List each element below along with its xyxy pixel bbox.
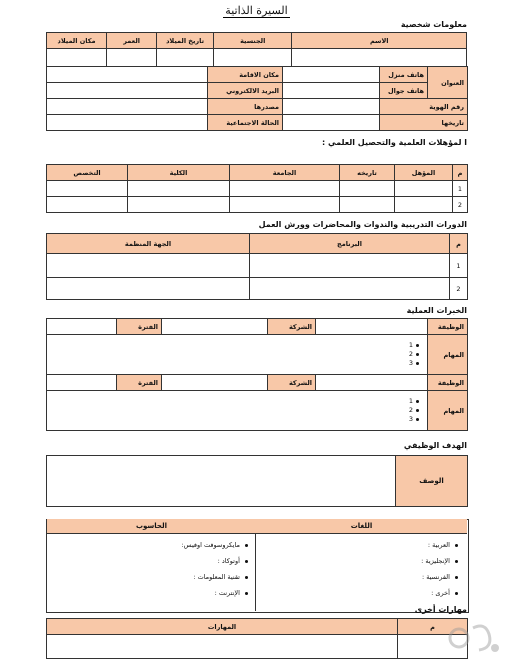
id-date-field[interactable] bbox=[283, 115, 380, 131]
period-field[interactable] bbox=[47, 319, 117, 335]
computer-label: الإنترنت : bbox=[214, 589, 240, 597]
skills-table bbox=[46, 618, 468, 659]
computer-item bbox=[71, 553, 251, 569]
edu-major-header: التخصص bbox=[47, 165, 128, 181]
company-field[interactable] bbox=[162, 319, 268, 335]
edu-qualification-header: المؤهل bbox=[395, 165, 453, 181]
period-label: الفترة bbox=[117, 375, 162, 391]
marital-field[interactable] bbox=[47, 115, 208, 131]
skills-cell[interactable] bbox=[47, 635, 398, 659]
nationality-header: الجنسية bbox=[213, 33, 292, 49]
computer-label: تقنية المعلومات : bbox=[193, 573, 240, 581]
bullet-icon bbox=[245, 592, 248, 595]
watermark-logo bbox=[445, 618, 505, 658]
tasks-label: المهام bbox=[428, 335, 468, 375]
tasks-field[interactable] bbox=[47, 391, 428, 431]
edu-cell[interactable] bbox=[230, 181, 340, 197]
edu-row-number: 2 bbox=[453, 197, 468, 213]
marital-label: الحالة الاجتماعية bbox=[208, 115, 283, 131]
edu-date-header: تاريخه bbox=[340, 165, 395, 181]
edu-cell[interactable] bbox=[47, 197, 128, 213]
language-label: الإنجليزية : bbox=[421, 557, 450, 565]
tasks-field[interactable] bbox=[47, 335, 428, 375]
bullet-icon bbox=[245, 544, 248, 547]
course-cell[interactable] bbox=[250, 254, 450, 278]
edu-cell[interactable] bbox=[128, 181, 230, 197]
organizer-header: الجهة المنظمة bbox=[47, 234, 250, 254]
program-header: البرنامج bbox=[250, 234, 450, 254]
bullet-icon bbox=[416, 344, 419, 347]
courses-heading: الدورات التدريبية والندوات والمحاضرات وورش العمل bbox=[258, 220, 467, 229]
computer-label: مايكروسوفت اوفيس: bbox=[181, 541, 240, 549]
objective-desc-label: الوصف bbox=[395, 455, 468, 507]
computer-item bbox=[71, 585, 251, 601]
edu-cell[interactable] bbox=[395, 197, 453, 213]
task-number: 3 bbox=[408, 415, 413, 423]
email-field[interactable] bbox=[47, 83, 208, 99]
edu-cell[interactable] bbox=[395, 181, 453, 197]
edu-cell[interactable] bbox=[47, 181, 128, 197]
task-number: 1 bbox=[408, 341, 413, 349]
language-item bbox=[281, 537, 461, 553]
edu-cell[interactable] bbox=[340, 181, 395, 197]
birthplace-header: مكان الميلاد bbox=[47, 33, 107, 49]
edu-num-header: م bbox=[453, 165, 468, 181]
edu-row-number: 1 bbox=[453, 181, 468, 197]
edu-cell[interactable] bbox=[340, 197, 395, 213]
home-phone-field[interactable] bbox=[283, 67, 380, 83]
column-divider bbox=[255, 534, 256, 611]
name-header: الاسم bbox=[292, 33, 467, 49]
language-label: أخرى : bbox=[431, 589, 450, 597]
computer-item bbox=[71, 537, 251, 553]
language-item bbox=[281, 553, 461, 569]
course-row-number: 1 bbox=[450, 254, 468, 278]
personal-heading: معلومات شخصية bbox=[400, 20, 467, 29]
age-header: العمر bbox=[107, 33, 157, 49]
id-source-label: مصدرها bbox=[208, 99, 283, 115]
bullet-icon bbox=[455, 560, 458, 563]
job-label: الوظيفة bbox=[428, 319, 468, 335]
period-field[interactable] bbox=[47, 375, 117, 391]
computer-heading: الحاسوب bbox=[46, 519, 256, 534]
computer-item bbox=[71, 569, 251, 585]
computer-label: أوتوكاد : bbox=[217, 557, 240, 565]
id-source-field[interactable] bbox=[47, 99, 208, 115]
bullet-icon bbox=[416, 400, 419, 403]
course-num-header: م bbox=[450, 234, 468, 254]
age-field[interactable] bbox=[107, 49, 157, 67]
bullet-icon bbox=[416, 362, 419, 365]
experience-block-1 bbox=[46, 318, 468, 375]
tasks-label: المهام bbox=[428, 391, 468, 431]
task-number: 2 bbox=[408, 406, 413, 414]
experience-block-2 bbox=[46, 374, 468, 431]
birthdate-header: تاريخ الميلاد bbox=[157, 33, 214, 49]
computer-list bbox=[71, 537, 251, 601]
education-heading: ا لمؤهلات العلمية والتحصيل العلمي : bbox=[322, 138, 467, 147]
home-phone-label: هاتف منزل bbox=[380, 67, 428, 83]
id-date-label: تاريخها bbox=[380, 115, 468, 131]
education-table bbox=[46, 164, 468, 213]
mobile-field[interactable] bbox=[283, 83, 380, 99]
course-cell[interactable] bbox=[250, 278, 450, 300]
task-number: 3 bbox=[408, 359, 413, 367]
job-field[interactable] bbox=[316, 375, 428, 391]
bullet-icon bbox=[416, 409, 419, 412]
edu-college-header: الكلية bbox=[128, 165, 230, 181]
skills-header: المهارات bbox=[47, 619, 398, 635]
course-row-number: 2 bbox=[450, 278, 468, 300]
edu-cell[interactable] bbox=[128, 197, 230, 213]
language-item bbox=[281, 569, 461, 585]
objective-heading: الهدف الوظيفي bbox=[403, 441, 467, 450]
course-cell[interactable] bbox=[47, 254, 250, 278]
job-label: الوظيفة bbox=[428, 375, 468, 391]
task-number: 2 bbox=[408, 350, 413, 358]
id-number-label: رقم الهوية bbox=[380, 99, 468, 115]
experience-heading: الخبرات العملية bbox=[406, 306, 467, 315]
bullet-icon bbox=[416, 418, 419, 421]
job-field[interactable] bbox=[316, 319, 428, 335]
id-number-field[interactable] bbox=[283, 99, 380, 115]
language-label: العربية : bbox=[427, 541, 450, 549]
language-item bbox=[281, 585, 461, 601]
residence-field[interactable] bbox=[47, 67, 208, 83]
bullet-icon bbox=[455, 576, 458, 579]
bullet-icon bbox=[455, 544, 458, 547]
objective-field[interactable] bbox=[46, 455, 396, 507]
personal-table bbox=[46, 32, 467, 67]
residence-label: مكان الاقامة bbox=[208, 67, 283, 83]
skills-heading: مهارات أخرى bbox=[414, 605, 467, 614]
edu-university-header: الجامعة bbox=[230, 165, 340, 181]
period-label: الفترة bbox=[117, 319, 162, 335]
bullet-icon bbox=[455, 592, 458, 595]
language-label: الفرنسية : bbox=[421, 573, 450, 581]
bullet-icon bbox=[245, 576, 248, 579]
languages-heading: اللغات bbox=[256, 519, 467, 534]
languages-list bbox=[281, 537, 461, 601]
task-number: 1 bbox=[408, 397, 413, 405]
skills-num-header: م bbox=[398, 619, 468, 635]
bullet-icon bbox=[245, 560, 248, 563]
contact-table bbox=[46, 66, 468, 131]
birthdate-field[interactable] bbox=[157, 49, 214, 67]
bullet-icon bbox=[416, 353, 419, 356]
birthplace-field[interactable] bbox=[47, 49, 107, 67]
page-title: السيرة الذاتية bbox=[225, 4, 288, 17]
mobile-label: هاتف جوال bbox=[380, 83, 428, 99]
courses-table bbox=[46, 233, 468, 300]
email-label: البريد الالكتروني bbox=[208, 83, 283, 99]
company-label: الشركة bbox=[268, 375, 316, 391]
company-label: الشركة bbox=[268, 319, 316, 335]
company-field[interactable] bbox=[162, 375, 268, 391]
address-label: العنوان bbox=[428, 67, 468, 99]
edu-cell[interactable] bbox=[230, 197, 340, 213]
nationality-field[interactable] bbox=[213, 49, 292, 67]
course-cell[interactable] bbox=[47, 278, 250, 300]
name-field[interactable] bbox=[292, 49, 467, 67]
